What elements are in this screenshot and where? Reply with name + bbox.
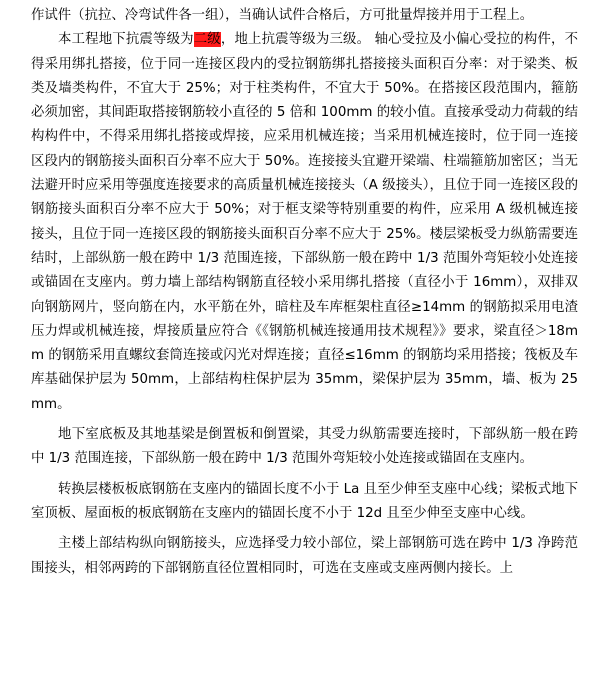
paragraph-transfer-floor: 转换层楼板板底钢筋在支座内的锚固长度不小于 La 且至少伸至支座中心线；梁板式地下室顶板、屋面板的板底钢筋在支座内的锚固长度不小于 12d 且至少伸至支座中心线。 xyxy=(31,481,578,521)
paragraph-seismic-and-connections xyxy=(31,28,578,417)
paragraph-text-lead: 本工程地下抗震等级为 xyxy=(58,32,194,48)
paragraph-text-body: ，地上抗震等级为三级。 轴心受拉及小偏心受拉的构件，不得采用绑扎搭接，位于同一连接区段内的受拉钢筋绑扎搭接接头面积百分率：对于梁类、板类及墙类构件，不宜大于 25%；对于柱类构件，不宜大于 50%。在搭接区段范围内，箍筋必须加密，其间距取搭接钢筋较小直径的 5 倍和 100mm 的较小值。直接承受动力荷载的结构构件中，不得采用绑扎搭接或焊接，应采用机械连接；当采用机械连接时，位于同一连接区段内的钢筋接头面积百分率不应大于 50%。连接接头宜避开梁端、柱端箍筋加密区；当无法避开时应采用等强度连接要求的高质量机械连接接头（A 级接头），且位于同一连接区段的钢筋接头面积百分率不应大于 50%；对于框支梁等特别重要的构件，应采用 A 级机械连接接头，且位于同一连接区段的钢筋接头面积百分率不应大于 25%。楼层梁板受力纵筋需要连结时，上部纵筋一般在跨中 1/3 范围连接，下部纵筋一般在跨中 1/3 范围外弯矩较小处连接或锚固在支座内。剪力墙上部结构钢筋直径较小采用绑扎搭接（直径小于 16mm），双排双向钢筋网片，竖向筋在内，水平筋在外，暗柱及车库框架柱直径≥14mm 的钢筋拟采用电渣压力焊或机械连接，焊接质量应符合《《钢筋机械连接通用技术规程》》要求，梁直径＞18mm 的钢筋采用直螺纹套筒连接或闪光对焊连接；直径≤16mm 的钢筋均采用搭接；筏板及车库基础保护层为 50mm，上部结构柱保护层为 35mm，梁保护层为 35mm，墙、板为 25mm。 xyxy=(31,32,579,412)
paragraph-basement-slab: 地下室底板及其地基梁是倒置板和倒置梁，其受力纵筋需要连接时，下部纵筋一般在跨中 1/3 范围连接，下部纵筋一般在跨中 1/3 范围外弯矩较小处连接或锚固在支座内。 xyxy=(31,427,578,467)
paragraph-test-specimens: 作试件（抗拉、冷弯试件各一组），当确认试件合格后，方可批量焊接并用于工程上。 xyxy=(31,8,534,23)
highlighted-text: 二级 xyxy=(193,32,221,48)
paragraph-main-building: 主楼上部结构纵向钢筋接头，应选择受力较小部位，梁上部钢筋可选在跨中 1/3 净跨范围接头，相邻两跨的下部钢筋直径位置相同时，可选在支座或支座两侧内接长。上 xyxy=(31,536,578,576)
